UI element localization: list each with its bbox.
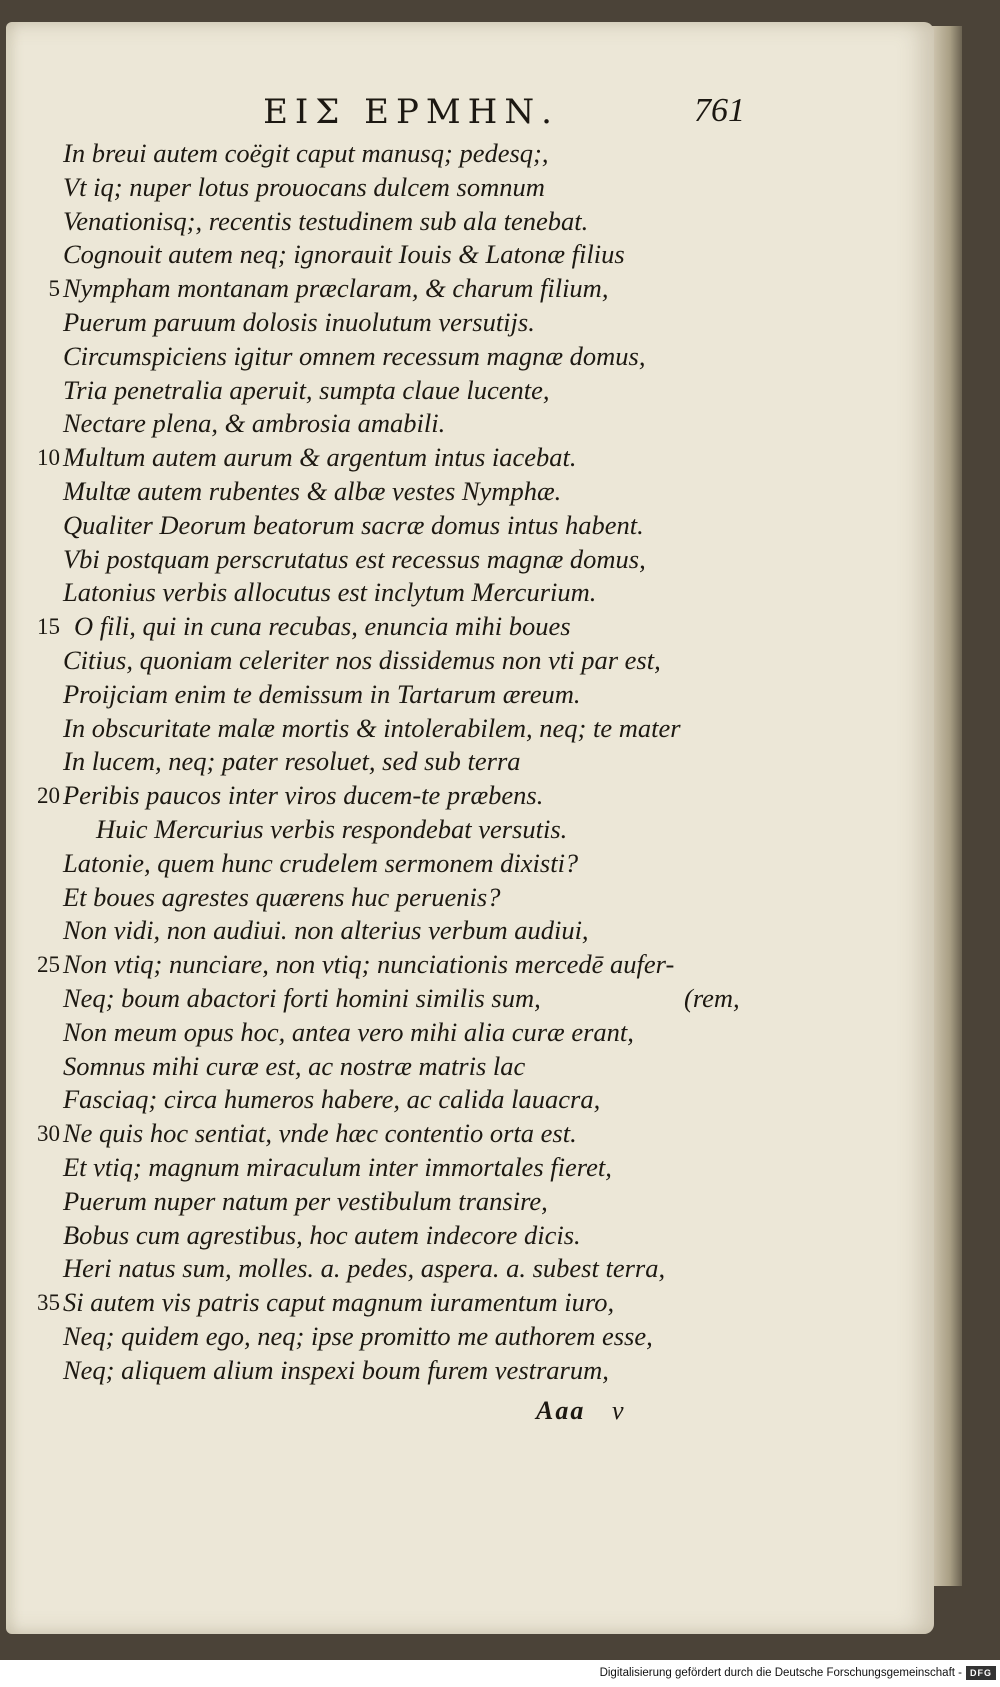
- verse-text: Venationisq;, recentis testudinem sub ala tenebat.: [63, 205, 589, 236]
- verse-text: Si autem vis patris caput magnum iuramentum iuro,: [63, 1287, 615, 1318]
- verse-text: Citius, quoniam celeriter nos dissidemus non vti par est,: [63, 644, 661, 675]
- signature-mark: Aaa: [536, 1396, 586, 1425]
- verse-line: [6, 881, 766, 915]
- footer-strip: [0, 1660, 1000, 1687]
- line-number: 25: [37, 952, 60, 978]
- verse-text: Nectare plena, & ambrosia amabili.: [63, 408, 446, 439]
- verse-text: O fili, qui in cuna recubas, enuncia mihi boues: [74, 611, 571, 642]
- verse-text: Latonie, quem hunc crudelem sermonem dixisti?: [63, 847, 579, 878]
- verse-line: [6, 1016, 766, 1050]
- verse-line: [6, 441, 766, 475]
- verse-line: [6, 1320, 766, 1354]
- verse-line: [6, 847, 766, 881]
- line-number: 30: [37, 1121, 60, 1147]
- verse-text: Tria penetralia aperuit, sumpta claue lucente,: [63, 374, 550, 405]
- verse-text: Multum autem aurum & argentum intus iacebat.: [63, 442, 577, 473]
- verse-line: [6, 644, 766, 678]
- verse-text: Peribis paucos inter viros ducem-te præbens.: [63, 780, 544, 811]
- line-number: 10: [37, 445, 60, 471]
- line-number: 15: [37, 614, 60, 640]
- verse-line: [6, 982, 766, 1016]
- verse-text: Neq; aliquem alium inspexi boum furem vestrarum,: [63, 1354, 609, 1385]
- verse-text: Multæ autem rubentes & albæ vestes Nymphæ.: [63, 475, 562, 506]
- verse-line: [6, 205, 766, 239]
- carry-over-word: (rem,: [684, 982, 740, 1013]
- verse-text: Latonius verbis allocutus est inclytum Mercurium.: [63, 577, 597, 608]
- dfg-logo: DFG: [966, 1666, 996, 1680]
- verse-text: Fasciaq; circa humeros habere, ac calida lauacra,: [63, 1084, 601, 1115]
- verse-line: [6, 407, 766, 441]
- verse-line: [6, 340, 766, 374]
- verse-text: Vbi postquam perscrutatus est recessus magnæ domus,: [63, 543, 646, 574]
- verse-line: [6, 813, 766, 847]
- verse-line: [6, 914, 766, 948]
- verse-text: Vt iq; nuper lotus prouocans dulcem somnum: [63, 171, 545, 202]
- verse-line: [6, 171, 766, 205]
- verse-line: [6, 1219, 766, 1253]
- verse-text: Somnus mihi curæ est, ac nostræ matris lac: [63, 1050, 526, 1081]
- verse-line: [6, 1185, 766, 1219]
- verse-line: [6, 1050, 766, 1084]
- verse-line: [6, 576, 766, 610]
- verse-line: [6, 306, 766, 340]
- verse-line: [6, 712, 766, 746]
- verse-text: Puerum paruum dolosis inuolutum versutijs.: [63, 306, 535, 337]
- verse-text: In lucem, neq; pater resoluet, sed sub terra: [63, 746, 521, 777]
- verse-text: Nympham montanam præclaram, & charum filium,: [63, 273, 609, 304]
- verse-text: Ne quis hoc sentiat, vnde hæc contentio orta est.: [63, 1118, 577, 1149]
- footer-credit: Digitalisierung gefördert durch die Deutsche Forschungsgemeinschaft -: [599, 1667, 962, 1679]
- verse-line: [6, 745, 766, 779]
- verse-line: [6, 238, 766, 272]
- verse-text: Non vidi, non audiui. non alterius verbum audiui,: [63, 915, 589, 946]
- verse-line: [6, 610, 766, 644]
- verse-text: Et vtiq; magnum miraculum inter immortales fieret,: [63, 1151, 612, 1182]
- verse-text: Et boues agrestes quærens huc peruenis?: [63, 881, 501, 912]
- verse-line: [6, 272, 766, 306]
- verse-text: Qualiter Deorum beatorum sacræ domus intus habent.: [63, 509, 644, 540]
- verse-line: [6, 779, 766, 813]
- verse-text: Huic Mercurius verbis respondebat versutis.: [96, 813, 568, 844]
- verse-line: [6, 1083, 766, 1117]
- verse-text: Cognouit autem neq; ignorauit Iouis & Latonæ filius: [63, 239, 625, 270]
- verse-text: Non vtiq; nunciare, non vtiq; nunciationis mercedē aufer-: [63, 949, 675, 980]
- verse-line: [6, 948, 766, 982]
- verse-text: Neq; quidem ego, neq; ipse promitto me authorem esse,: [63, 1320, 653, 1351]
- verse-block: [6, 137, 766, 1387]
- verse-line: [6, 1117, 766, 1151]
- verse-line: [6, 1252, 766, 1286]
- line-number: 35: [37, 1290, 60, 1316]
- catchword: v: [612, 1396, 624, 1425]
- verse-text: Proijciam enim te demissum in Tartarum æreum.: [63, 678, 581, 709]
- verse-text: In breui autem coëgit caput manusq; pedesq;,: [63, 138, 549, 168]
- verse-text: Heri natus sum, molles. a. pedes, aspera. a. subest terra,: [63, 1253, 666, 1284]
- page-number: 761: [694, 92, 745, 129]
- verse-text: Non meum opus hoc, antea vero mihi alia curæ erant,: [63, 1016, 634, 1047]
- verse-line: [6, 543, 766, 577]
- page-edge: [932, 26, 962, 1586]
- verse-line: [6, 1286, 766, 1320]
- book-page: [6, 22, 934, 1634]
- line-number: 5: [48, 276, 60, 302]
- line-number: 20: [37, 783, 60, 809]
- verse-text: Bobus cum agrestibus, hoc autem indecore dicis.: [63, 1219, 581, 1250]
- verse-line: [6, 509, 766, 543]
- running-head: ΕΙΣ ΕΡΜΗΝ.: [263, 92, 559, 132]
- verse-line: [6, 1354, 766, 1388]
- verse-line: [6, 374, 766, 408]
- verse-line: [6, 137, 766, 171]
- verse-line: [6, 1151, 766, 1185]
- verse-line: [6, 678, 766, 712]
- verse-text: In obscuritate malæ mortis & intolerabilem, neq; te mater: [63, 712, 681, 743]
- verse-text: Neq; boum abactori forti homini similis sum,: [63, 982, 541, 1013]
- verse-text: Circumspiciens igitur omnem recessum magnæ domus,: [63, 340, 646, 371]
- verse-line: [6, 475, 766, 509]
- verse-text: Puerum nuper natum per vestibulum transire,: [63, 1185, 548, 1216]
